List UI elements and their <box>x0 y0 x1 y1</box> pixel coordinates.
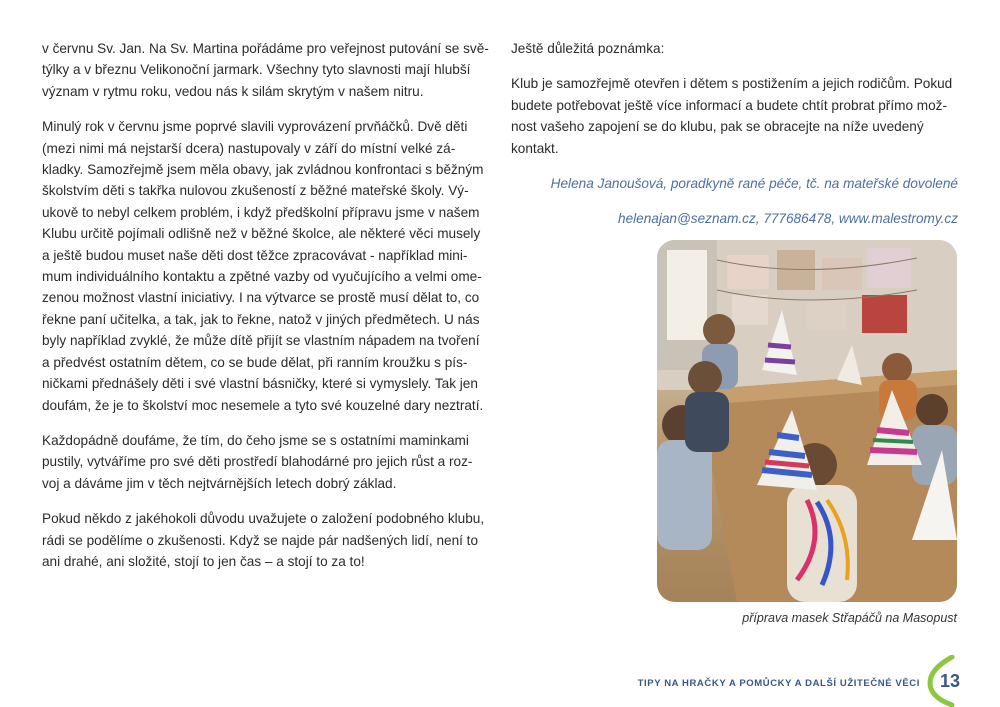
signature-name: Helena Janoušová, poradkyně rané péče, tč. na mateřské dovolené <box>550 176 958 192</box>
photo-caption: příprava masek Střapáčů na Masopust <box>742 611 957 625</box>
paragraph-first-graders: Minulý rok v červnu jsme poprvé slavili vyprovázení prvňáčků. Dvě děti (mezi nimi má nejstarší dcera) nastupovaly v září do místní velké zá- kladky. Samozřejmě jsem měla obavy, jak zvládnou konfrontaci s běžným školstvím děti s takřka nulovou zkušeností z běžné mateřské školy. Vý- ukově to nebyl celkem problém, i když předškolní přípravu jsme v našem Klubu určitě pojímali odlišně než v běžné školce, ale některé věci musely a ještě budou muset naše děti dost těžce zpracovávat - například mini- mum individuálního kontaktu a zpětné vazby od vyučujícího a velmi ome- zenou možnost vlastní iniciativy. I na výtvarce se prostě musí dělat to, co řekne paní učitelka, a tak, jak to řekne, natož v jiných předmětech. U nás byly například zvyklé, že může dítě přijít se vlastním nápadem na tvoření a předvést ostatním dětem, co se bude dělat, při ranním kroužku s pís- ničkami přednášely děti i své vlastní básničky, které si vymyslely. Tak jen doufám, že je to školství moc nesemele a tyto své kouzelné dary neztratí. <box>42 119 484 413</box>
note-heading: Ještě důležitá poznámka: <box>511 41 665 56</box>
left-column <box>42 38 492 586</box>
running-title: TIPY NA HRAČKY A POMŮCKY A DALŠÍ UŽITEČNÉ VĚCI <box>637 678 920 689</box>
photo-children-making-masks <box>657 240 957 602</box>
signature-contact: helenajan@seznam.cz, 777686478, www.malestromy.cz <box>618 211 958 227</box>
paragraph-celebrations: v červnu Sv. Jan. Na Sv. Martina pořádáme pro veřejnost putování se svě- týlky a v březnu Velikonoční jarmark. Všechny tyto slavnosti mají hlubší význam v rytmu roku, vedou nás k silám skrytým v našem nitru. <box>42 41 489 99</box>
right-column <box>511 38 958 244</box>
paragraph-note: Klub je samozřejmě otevřen i dětem s postižením a jejich rodičům. Pokud budete potřebovat ještě více informací a budete chtít probrat přímo mož- nost vašeho zapojení se do klubu, pak se obracejte na níže uvedený kontakt. <box>511 76 953 156</box>
paragraph-offer: Pokud někdo z jakéhokoli důvodu uvažujete o založení podobného klubu, rádi se podělíme o zkušenosti. Když se najde pár nadšených lidí, není to ani drahé, ani složité, stojí to jen čas – a stojí to za to! <box>42 511 485 569</box>
page-number: 13 <box>940 671 961 691</box>
paragraph-hope: Každopádně doufáme, že tím, do čeho jsme se s ostatními maminkami pustily, vytváříme pro své děti prostředí blahodárné pro jejich růst a roz- voj a dáváme jim v těch nejtvárnějších letech dobrý základ. <box>42 432 473 491</box>
photo-illustration <box>657 240 957 602</box>
